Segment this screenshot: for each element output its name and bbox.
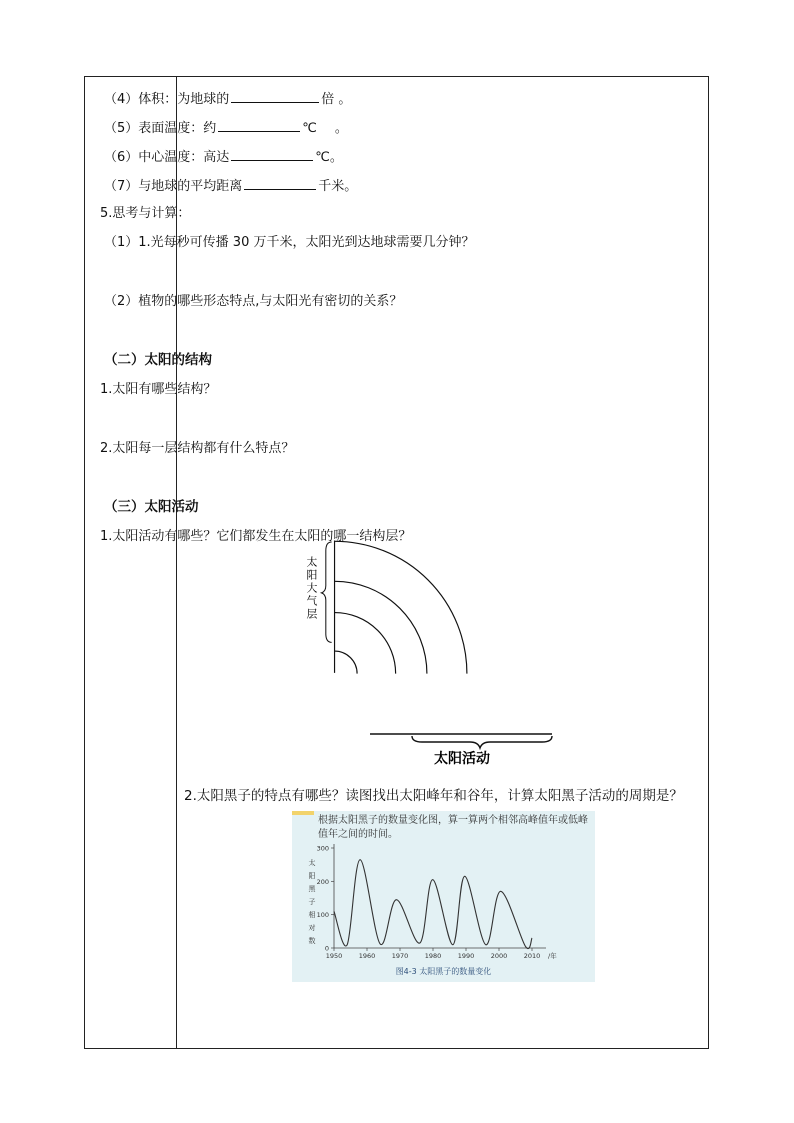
activity-heading: （三）太阳活动 bbox=[104, 499, 199, 515]
section5-q1: （1）1.光每秒可传播 30 万千米，太阳光到达地球需要几分钟？ bbox=[104, 235, 475, 250]
atmosphere-char-2: 阳 bbox=[306, 568, 318, 582]
y-tick-label: 0 bbox=[324, 944, 329, 953]
left-brace bbox=[321, 542, 331, 642]
x-axis-label: /年 bbox=[548, 952, 557, 960]
item-volume-suffix: 倍 。 bbox=[321, 92, 352, 107]
distance-blank[interactable] bbox=[244, 176, 316, 190]
structure-q1: 1.太阳有哪些结构？ bbox=[100, 382, 217, 397]
sunspot-figure bbox=[292, 811, 595, 982]
y-axis-label-char: 对 bbox=[308, 924, 316, 932]
item-surface-temp-suffix: ℃ bbox=[302, 121, 317, 136]
y-tick-label: 300 bbox=[316, 844, 329, 853]
sunspot-chart bbox=[292, 811, 595, 982]
x-tick-label: 1950 bbox=[325, 952, 343, 960]
y-axis-label-char: 子 bbox=[308, 898, 316, 906]
section5-title: 5.思考与计算： bbox=[100, 206, 191, 221]
atmosphere-char-5: 层 bbox=[306, 607, 318, 621]
y-axis-label-char: 数 bbox=[308, 937, 316, 945]
outer-layer-arc bbox=[335, 541, 467, 673]
volume-blank[interactable] bbox=[231, 89, 319, 103]
sun-structure-bottom bbox=[360, 720, 570, 770]
solar-activity-label: 太阳活动 bbox=[434, 751, 490, 767]
core-arc bbox=[335, 651, 358, 674]
item-core-temp bbox=[104, 147, 343, 167]
atmosphere-char-1: 太 bbox=[306, 555, 318, 569]
photosphere-arc bbox=[335, 613, 396, 674]
item-core-temp-suffix: ℃。 bbox=[315, 150, 343, 165]
item-distance bbox=[104, 176, 357, 196]
figure-hint: 根据太阳黑子的数量变化图，算一算两个相邻高峰值年或低峰值年之间的时间。 bbox=[318, 815, 588, 840]
y-axis-label-char: 相 bbox=[308, 911, 316, 919]
x-tick-label: 1970 bbox=[391, 952, 409, 960]
y-axis-label-char: 太 bbox=[308, 859, 316, 867]
item-surface-temp bbox=[104, 118, 348, 138]
y-tick-label: 200 bbox=[316, 877, 329, 886]
x-tick-label: 1990 bbox=[457, 952, 475, 960]
item-volume-prefix: （4）体积：为地球的 bbox=[104, 92, 230, 107]
activity-q1: 1.太阳活动有哪些？它们都发生在太阳的哪一结构层？ bbox=[100, 529, 412, 544]
y-axis-label-char: 黑 bbox=[308, 885, 316, 893]
item-distance-prefix: （7）与地球的平均距离 bbox=[104, 179, 243, 194]
y-axis-label-char: 阳 bbox=[308, 872, 316, 880]
section5-q2: （2）植物的哪些形态特点,与太阳光有密切的关系？ bbox=[104, 294, 403, 309]
atmosphere-char-4: 气 bbox=[306, 594, 318, 608]
x-tick-label: 1980 bbox=[424, 952, 442, 960]
structure-q2: 2.太阳每一层结构都有什么特点？ bbox=[100, 441, 295, 456]
x-tick-label: 1960 bbox=[358, 952, 376, 960]
bottom-brace bbox=[412, 736, 552, 748]
structure-heading: （二）太阳的结构 bbox=[104, 352, 212, 368]
y-tick-label: 100 bbox=[316, 911, 329, 920]
chromosphere-arc bbox=[335, 581, 427, 673]
figure-caption: 图4-3 太阳黑子的数量变化 bbox=[395, 967, 492, 976]
item-surface-temp-end: 。 bbox=[334, 121, 348, 136]
atmosphere-char-3: 大 bbox=[306, 581, 318, 595]
item-core-temp-prefix: （6）中心温度：高达 bbox=[104, 150, 230, 165]
surface-temp-blank[interactable] bbox=[218, 118, 300, 132]
item-surface-temp-prefix: （5）表面温度：约 bbox=[104, 121, 217, 136]
core-temp-blank[interactable] bbox=[231, 147, 313, 161]
sunspot-series-line bbox=[334, 860, 532, 949]
activity-q2: 2.太阳黑子的特点有哪些？读图找出太阳峰年和谷年，计算太阳黑子活动的周期是？ bbox=[184, 788, 683, 804]
x-tick-label: 2000 bbox=[490, 952, 508, 960]
sun-structure-diagram bbox=[240, 472, 480, 692]
x-tick-label: 2010 bbox=[523, 952, 541, 960]
item-distance-suffix: 千米。 bbox=[318, 179, 358, 194]
item-volume bbox=[104, 89, 351, 109]
